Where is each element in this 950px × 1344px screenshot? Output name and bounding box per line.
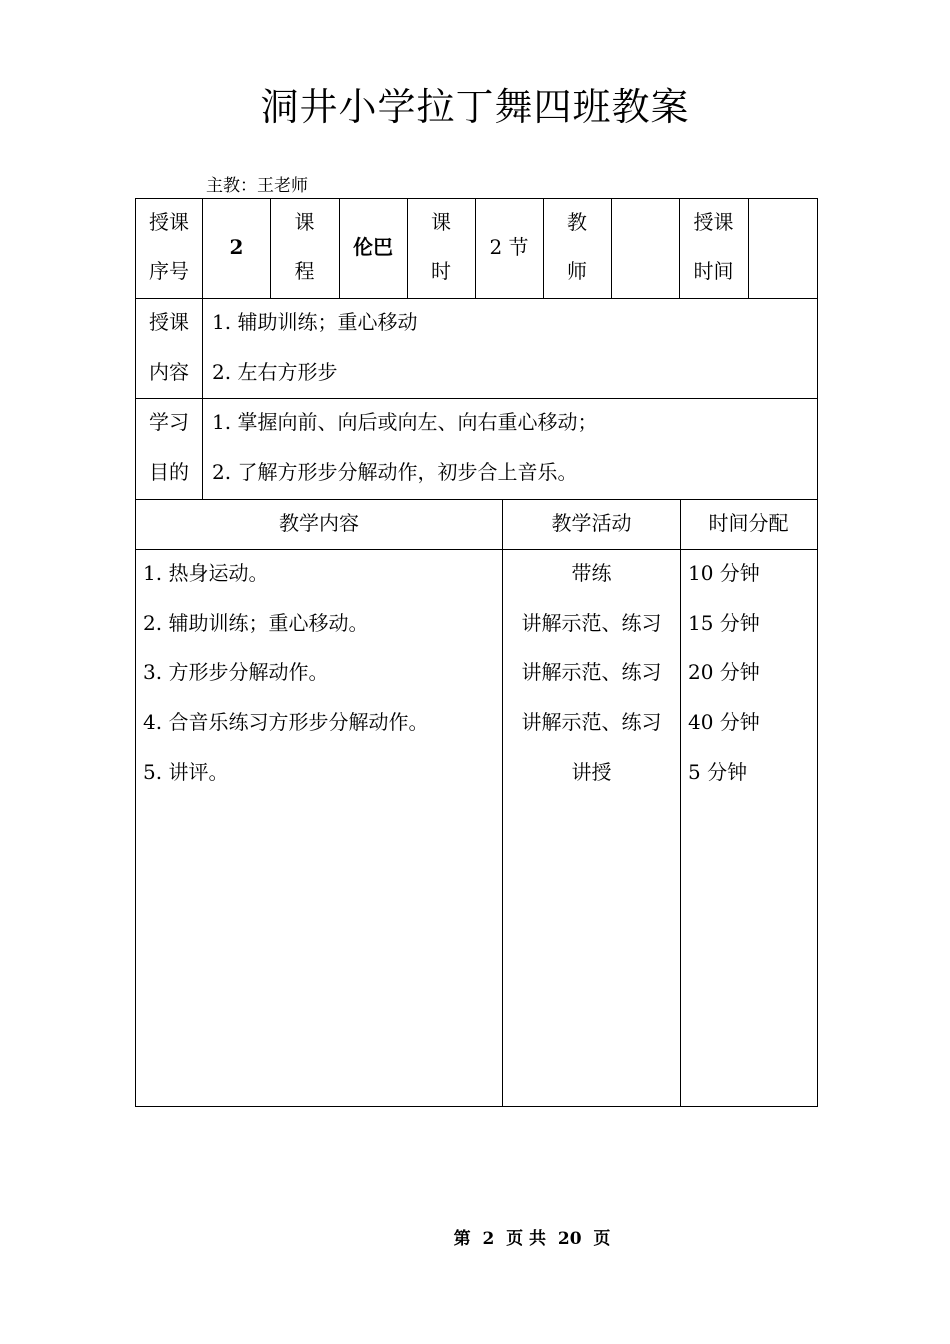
plan-time-cell: 40 分钟 — [688, 710, 760, 734]
plan-header-content: 教学内容 — [279, 511, 359, 535]
content-label-line2: 内容 — [149, 360, 189, 384]
plan-header-activity: 教学活动 — [551, 511, 632, 535]
plan-activity-cell: 带练 — [571, 561, 612, 585]
footer-suffix: 页 — [593, 1229, 611, 1249]
plan-activity-cell: 讲解示范、练习 — [521, 660, 662, 684]
plan-content-cell: 5. 讲评。 — [143, 760, 229, 784]
time-label-line2: 时间 — [693, 259, 734, 283]
lesson-no-value: 2 — [229, 235, 244, 259]
goal-label-line1: 学习 — [149, 410, 189, 434]
goal-item: 1. 掌握向前、向后或向左、向右重心移动； — [212, 410, 598, 434]
content-item: 2. 左右方形步 — [212, 360, 338, 384]
plan-content-cell: 2. 辅助训练；重心移动。 — [143, 611, 369, 635]
course-label-line2: 程 — [294, 259, 315, 283]
document-title: 洞井小学拉丁舞四班教案 — [260, 85, 690, 129]
goal-label-line2: 目的 — [149, 460, 189, 484]
row-divider — [135, 298, 817, 299]
col-divider — [748, 198, 749, 299]
footer-prefix: 第 — [453, 1229, 471, 1249]
footer-total-pages: 20 — [557, 1229, 582, 1249]
row-divider — [135, 549, 817, 550]
course-value: 伦巴 — [353, 235, 393, 259]
lesson-no-label-line2: 序号 — [149, 259, 189, 283]
page-footer — [0, 1228, 950, 1250]
time-label-line1: 授课 — [693, 210, 734, 234]
col-divider — [611, 198, 612, 299]
goal-item: 2. 了解方形步分解动作，初步合上音乐。 — [212, 460, 578, 484]
plan-content-cell: 3. 方形步分解动作。 — [143, 660, 329, 684]
plan-time-cell: 5 分钟 — [688, 760, 748, 784]
footer-page-number: 2 — [482, 1229, 495, 1249]
course-label-line1: 课 — [294, 210, 315, 234]
footer-middle: 页 共 — [506, 1229, 547, 1249]
hours-label-line2: 时 — [431, 259, 451, 283]
plan-header-time: 时间分配 — [708, 511, 789, 535]
col-divider — [502, 499, 503, 1106]
row-divider — [135, 499, 817, 500]
plan-activity-cell: 讲授 — [571, 760, 612, 784]
plan-content-cell: 1. 热身运动。 — [143, 561, 269, 585]
row-divider — [135, 398, 817, 399]
teacher-label-line1: 教 — [567, 210, 587, 234]
plan-time-cell: 15 分钟 — [688, 611, 760, 635]
content-item: 1. 辅助训练；重心移动 — [212, 310, 418, 334]
plan-time-cell: 10 分钟 — [688, 561, 760, 585]
plan-time-cell: 20 分钟 — [688, 660, 760, 684]
plan-content-cell: 4. 合音乐练习方形步分解动作。 — [143, 710, 429, 734]
hours-label-line1: 课 — [431, 210, 451, 234]
hours-value: 2 节 — [489, 235, 529, 259]
plan-activity-cell: 讲解示范、练习 — [521, 710, 662, 734]
content-label-line1: 授课 — [149, 310, 189, 334]
lesson-no-label-line1: 授课 — [149, 210, 189, 234]
plan-activity-cell: 讲解示范、练习 — [521, 611, 662, 635]
teacher-label-line2: 师 — [567, 259, 587, 283]
teacher-line: 主教：王老师 — [206, 176, 308, 196]
table-border — [135, 198, 818, 1107]
col-divider — [680, 499, 681, 1106]
